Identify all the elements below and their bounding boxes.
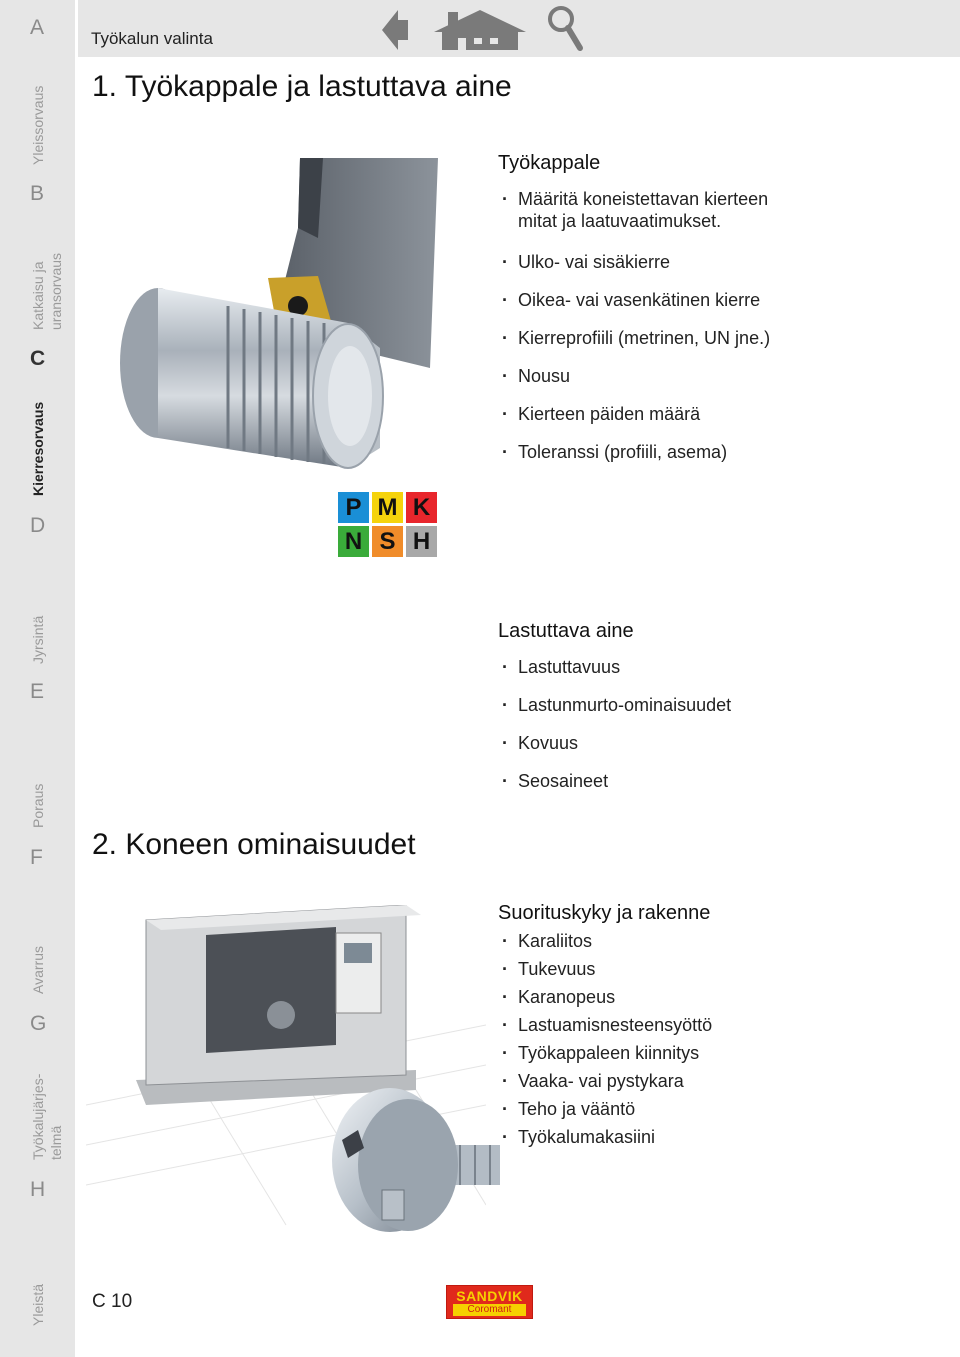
workpiece-heading: Työkappale bbox=[498, 152, 601, 174]
list-item: · Lastuttavuus bbox=[500, 657, 731, 695]
list-item: · Karanopeus bbox=[500, 987, 712, 1015]
list-item: · Työkappaleen kiinnitys bbox=[500, 1043, 712, 1071]
back-arrow-icon[interactable] bbox=[380, 6, 410, 54]
material-code-n: N bbox=[338, 526, 369, 557]
search-icon[interactable] bbox=[546, 4, 586, 54]
breadcrumb[interactable]: Työkalun valinta bbox=[91, 29, 213, 48]
list-item: · Seosaineet bbox=[500, 771, 731, 793]
sidebar-section-poraus[interactable]: Poraus bbox=[30, 783, 46, 828]
list-item: · Karaliitos bbox=[500, 931, 712, 959]
sidebar-section-kierresorvaus[interactable]: Kierresorvaus bbox=[30, 401, 46, 496]
logo-bottom-text: Coromant bbox=[453, 1304, 526, 1316]
sandvik-coromant-logo bbox=[446, 1285, 533, 1319]
list-item: · Kierreprofiili (metrinen, UN jne.) bbox=[500, 328, 770, 366]
list-item: · Tukevuus bbox=[500, 959, 712, 987]
sidebar-section-avarrus[interactable]: Avarrus bbox=[30, 946, 46, 994]
sidebar: A B C D E F G H Yleissorvaus Katkaisu ja uransorvaus Kierresorvaus Jyrsintä Poraus Avarrus Työkalujärjes- telmä Yleistä bbox=[0, 0, 75, 1357]
list-item: · Työkalumakasiini bbox=[500, 1127, 712, 1155]
workpiece-list bbox=[500, 189, 770, 464]
section-title-1: 1. Työkappale ja lastuttava aine bbox=[92, 70, 512, 103]
material-heading: Lastuttava aine bbox=[498, 620, 634, 642]
list-item: · Lastunmurto-ominaisuudet bbox=[500, 695, 731, 733]
list-item: · Toleranssi (profiili, asema) bbox=[500, 442, 770, 464]
list-item: · Määritä koneistettavan kierteen bbox=[500, 189, 770, 211]
material-code-p: P bbox=[338, 492, 369, 523]
list-item: · Kierteen päiden määrä bbox=[500, 404, 770, 442]
sidebar-section-yleissorvaus[interactable]: Yleissorvaus bbox=[30, 85, 46, 165]
list-item: · Teho ja vääntö bbox=[500, 1099, 712, 1127]
sidebar-section-katkaisu-line2[interactable]: uransorvaus bbox=[48, 252, 64, 330]
sidebar-section-tyokalujarjestelma-line2[interactable]: telmä bbox=[48, 1125, 64, 1160]
home-icon[interactable] bbox=[428, 8, 532, 52]
chuck-illustration bbox=[330, 1080, 510, 1250]
list-item: · Lastuamisnesteensyöttö bbox=[500, 1015, 712, 1043]
material-list bbox=[500, 657, 731, 793]
material-code-m: M bbox=[372, 492, 403, 523]
machine-list bbox=[500, 931, 712, 1155]
list-item: · Nousu bbox=[500, 366, 770, 404]
list-item: · Ulko- vai sisäkierre bbox=[500, 252, 770, 290]
thread-turning-illustration bbox=[118, 158, 438, 478]
list-item-continuation bbox=[500, 211, 770, 252]
sidebar-section-tyokalujarjestelma-line1[interactable]: Työkalujärjes- bbox=[30, 1073, 46, 1160]
material-code-s: S bbox=[372, 526, 403, 557]
sidebar-section-yleista[interactable]: Yleistä bbox=[30, 1283, 46, 1326]
list-item-continuation-text: mitat ja laatuvaatimukset. bbox=[518, 211, 722, 231]
section-title-2: 2. Koneen ominaisuudet bbox=[92, 828, 416, 861]
sidebar-section-katkaisu-line1[interactable]: Katkaisu ja bbox=[30, 261, 46, 330]
material-code-h: H bbox=[406, 526, 437, 557]
material-code-k: K bbox=[406, 492, 437, 523]
sidebar-section-jyrsinta[interactable]: Jyrsintä bbox=[30, 615, 46, 664]
page-number: C 10 bbox=[92, 1291, 133, 1312]
list-item: · Kovuus bbox=[500, 733, 731, 771]
list-item: · Oikea- vai vasenkätinen kierre bbox=[500, 290, 770, 328]
list-item: · Vaaka- vai pystykara bbox=[500, 1071, 712, 1099]
machine-heading: Suorituskyky ja rakenne bbox=[498, 902, 711, 924]
logo-top-text: SANDVIK bbox=[456, 1288, 523, 1304]
